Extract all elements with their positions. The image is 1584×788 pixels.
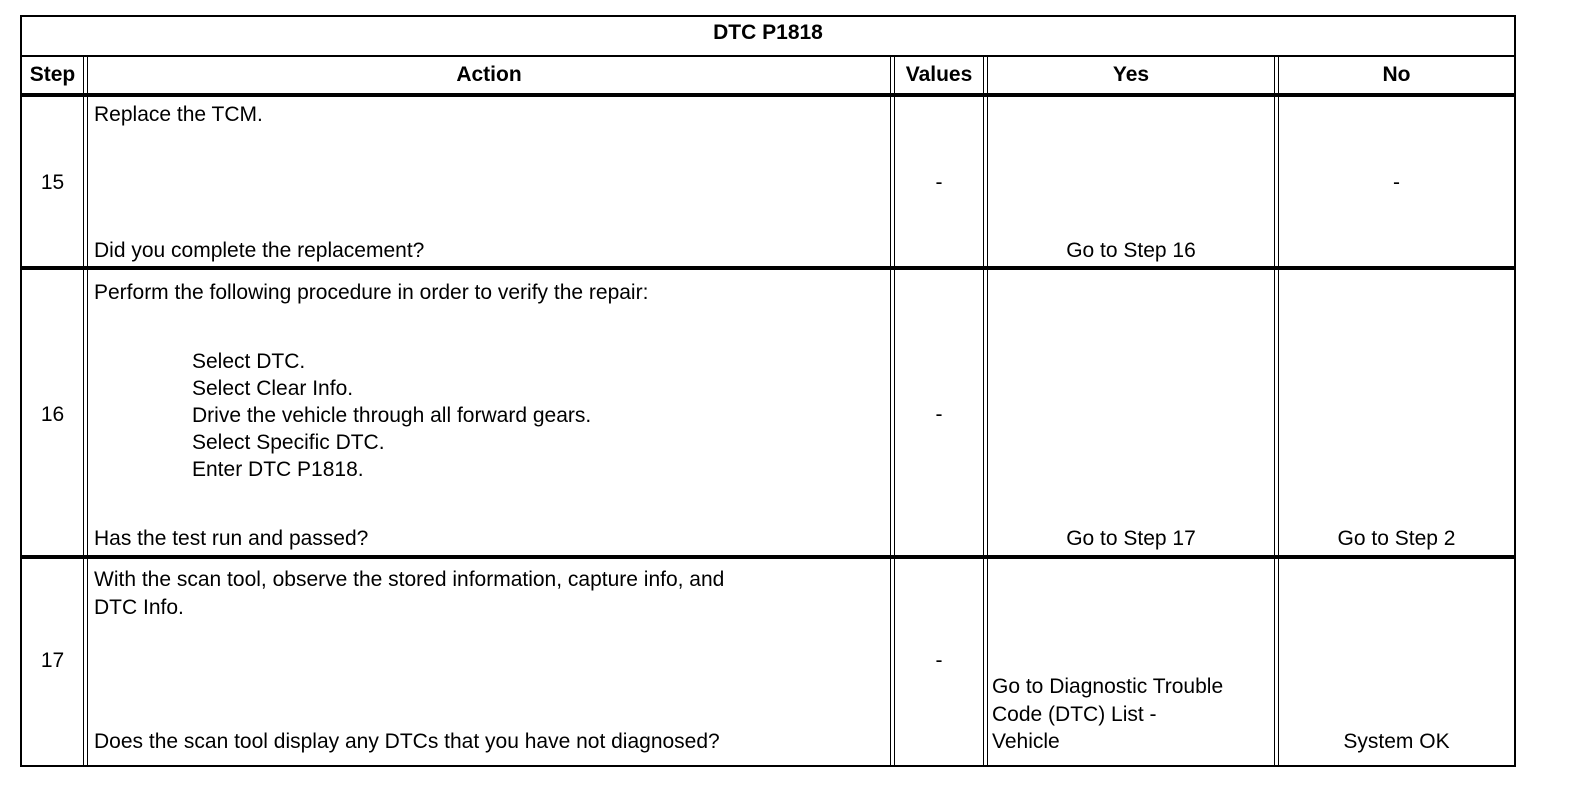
- row-17-yes-line-1: Go to Diagnostic Trouble: [992, 675, 1224, 698]
- title-divider: [20, 55, 1516, 57]
- row-16-procedure-step-3: Drive the vehicle through all forward gears.: [192, 404, 592, 427]
- row-16-yes: Go to Step 17: [1066, 527, 1196, 550]
- row-17-step: 17: [40, 649, 65, 672]
- row-16-procedure-step-4: Select Specific DTC.: [192, 431, 385, 454]
- row-17-yes-line-2: Code (DTC) List -: [992, 703, 1157, 726]
- row-16-procedure-step-2: Select Clear Info.: [192, 377, 354, 400]
- row-15-yes: Go to Step 16: [1066, 239, 1196, 262]
- header-values: Values: [905, 63, 973, 86]
- row-17-yes-line-3: Vehicle: [992, 730, 1060, 753]
- col-divider-values: [983, 56, 988, 767]
- row-16-procedure-step-1: Select DTC.: [192, 350, 306, 373]
- header-no: No: [1382, 63, 1411, 86]
- row-15-step: 15: [40, 171, 65, 194]
- table-title: DTC P1818: [713, 21, 823, 44]
- row-16-no: Go to Step 2: [1337, 527, 1456, 550]
- row-17-no: System OK: [1343, 730, 1450, 753]
- header-divider: [20, 93, 1516, 97]
- row-15-values: -: [935, 171, 943, 194]
- row-16-step: 16: [40, 403, 65, 426]
- row-16-divider: [20, 555, 1516, 559]
- row-17-action-intro-line-2: DTC Info.: [94, 596, 184, 619]
- row-17-values: -: [935, 649, 943, 672]
- col-divider-yes: [1274, 56, 1279, 767]
- row-16-action-question: Has the test run and passed?: [94, 527, 369, 550]
- row-16-procedure-step-5: Enter DTC P1818.: [192, 458, 364, 481]
- header-action: Action: [456, 63, 522, 86]
- row-15-divider: [20, 266, 1516, 270]
- row-15-no: -: [1393, 171, 1400, 194]
- row-16-values: -: [935, 403, 943, 426]
- header-yes: Yes: [1112, 63, 1150, 86]
- header-step: Step: [29, 63, 76, 86]
- row-15-action-question: Did you complete the replacement?: [94, 239, 425, 262]
- row-15-action-intro: Replace the TCM.: [94, 103, 263, 126]
- row-16-action-intro: Perform the following procedure in order to verify the repair:: [94, 281, 649, 304]
- row-17-action-question: Does the scan tool display any DTCs that you have not diagnosed?: [94, 730, 720, 753]
- row-17-action-intro-line-1: With the scan tool, observe the stored information, capture info, and: [94, 568, 725, 591]
